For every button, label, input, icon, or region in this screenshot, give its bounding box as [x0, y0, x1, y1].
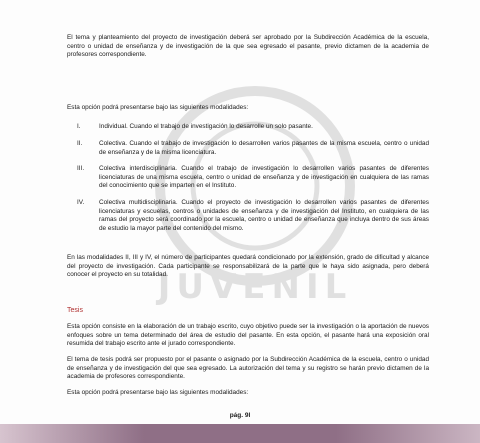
- paragraph-tesis-definition: Esta opción consiste en la elaboración de un trabajo escrito, cuyo objetivo puede ser la investigación o la aportación de nuevos enfoques sobre un tema determinado del área de estudio del pasante. En esta opción, el pasante hará una exposición oral resumida del trabajo escrito ante el jurado correspondiente.: [67, 323, 429, 348]
- list-item-text: Colectiva. Cuando el trabajo de investigación lo desarrollen varios pasantes de la misma escuela, centro o unidad de enseñanza y de la misma licenciatura.: [99, 140, 429, 156]
- page-number: pág. 9l: [229, 412, 251, 419]
- section-heading-tesis: Tesis: [67, 307, 83, 314]
- paragraph-modalities-intro: Esta opción podrá presentarse bajo las siguientes modalidades:: [67, 104, 249, 111]
- list-item-number: II.: [77, 140, 83, 147]
- list-item-number: I.: [77, 123, 81, 130]
- footer-band: [0, 424, 480, 443]
- paragraph-tesis-topic: El tema de tesis podrá ser propuesto por el pasante o asignado por la Subdirección Académica de la escuela, centro o unidad de enseñanza y de investigación del que sea egresado. La autorización del tema y su registro se harán previo dictamen de la academia de profesores correspondiente.: [67, 356, 429, 381]
- list-item-text: Individual. Cuando el trabajo de investigación lo desarrolle un solo pasante.: [99, 123, 313, 130]
- list-item-text: Colectiva multidisciplinaria. Cuando el proyecto de investigación lo desarrollen varios pasantes de diferentes licenciaturas y escuelas, centros o unidades de enseñanza y de investigación del Instituto, en cualquiera de las ramas del proyecto será coordinado por la escuela, centro o unidad de enseñanza que incluya dentro de sus áreas de estudio la mayor parte del contenido del mismo.: [99, 199, 429, 232]
- paragraph-participants: En las modalidades II, III y IV, el número de participantes quedará condicionado por la extensión, grado de dificultad y alcance del proyecto de investigación. Cada participante se responsabilizará de la parte que le haya sido asignada, pero deberá conocer el proyecto en su totalidad.: [67, 254, 429, 279]
- list-item-text: Colectiva interdisciplinaria. Cuando el trabajo de investigación lo desarrollen varios pasantes de diferentes licenciaturas de una misma escuela, centro o unidad de enseñanza y de investigación en cualquiera de las ramas del conocimiento que se imparten en el Instituto.: [99, 165, 429, 190]
- list-item-number: IV.: [77, 199, 85, 206]
- watermark-text: JUVENIL: [157, 267, 353, 306]
- list-item-number: III.: [77, 165, 85, 172]
- paragraph-tesis-modalities-intro: Esta opción podrá presentarse bajo las siguientes modalidades:: [67, 389, 249, 396]
- paragraph-approval: El tema y planteamiento del proyecto de investigación deberá ser aprobado por la Subdirección Académica de la escuela, centro o unidad de enseñanza y de investigación de la que sea egresado el pasante, previo dictamen de la academia de profesores correspondiente.: [67, 34, 429, 59]
